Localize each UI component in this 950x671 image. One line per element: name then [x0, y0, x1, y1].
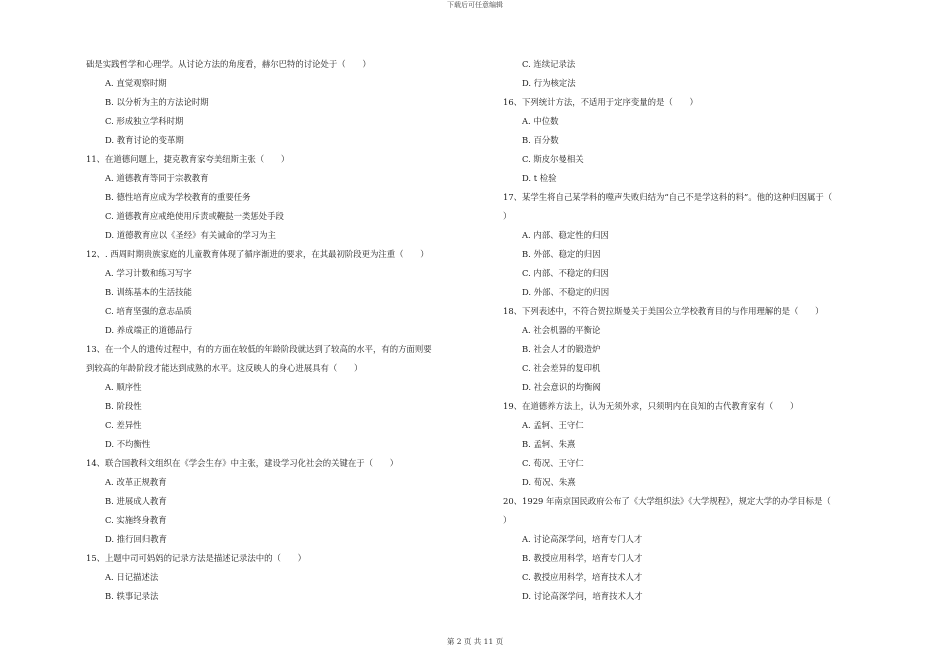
answer-option: C. 内部、不稳定的归因 [522, 268, 609, 278]
answer-option: B. 轶事记录法 [105, 591, 159, 601]
answer-option: D. 行为核定法 [522, 78, 576, 88]
question-stem: 18、下列表述中，不符合贺拉斯曼关于美国公立学校教育目的与作用理解的是（ ） [503, 306, 824, 316]
answer-option: C. 荀况、王守仁 [522, 458, 584, 468]
question-text: ） [503, 515, 512, 525]
answer-option: A. 学习计数和练习写字 [105, 268, 192, 278]
answer-option: C. 培育坚强的意志品质 [105, 306, 192, 316]
answer-option: B. 教授应用科学，培育专门人才 [522, 553, 643, 563]
answer-option: A. 孟轲、王守仁 [522, 420, 584, 430]
answer-option: D. t 检验 [522, 173, 557, 183]
answer-option: D. 外部、不稳定的归因 [522, 287, 610, 297]
question-stem: 15、上题中司可妈妈的记录方法是描述记录法中的（ ） [86, 553, 307, 563]
answer-option: C. 连续记录法 [522, 59, 576, 69]
answer-option: D. 教育讨论的变革期 [105, 135, 184, 145]
page-footer: 第 2 页 共 11 页 [446, 637, 504, 646]
answer-option: A. 直觉观察时期 [105, 78, 167, 88]
answer-option: B. 社会人才的锻造炉 [522, 344, 601, 354]
question-stem: 11、在道德问题上，捷克教育家夸美纽斯主张（ ） [86, 154, 290, 164]
answer-option: C. 斯皮尔曼相关 [522, 154, 584, 164]
answer-option: B. 德性培育应成为学校教育的重要任务 [105, 192, 251, 202]
question-stem: 12、. 西周时期贵族家庭的儿童教育体现了循序渐进的要求，在其最初阶段更为注重（ ） [86, 249, 429, 259]
answer-option: B. 进展成人教育 [105, 496, 167, 506]
question-stem: 20、1929 年南京国民政府公布了《大学组织法》《大学规程》，规定大学的办学目标是（ [503, 496, 831, 506]
answer-option: A. 顺序性 [105, 382, 142, 392]
answer-option: A. 中位数 [522, 116, 559, 126]
answer-option: A. 日记描述法 [105, 572, 159, 582]
answer-option: C. 道德教育应戒绝使用斥责或鞭挞一类惩处手段 [105, 211, 284, 221]
answer-option: D. 荀况、朱熹 [522, 477, 576, 487]
question-stem: 13、在一个人的遗传过程中，有的方面在较低的年龄阶段就达到了较高的水平，有的方面则要 [86, 344, 432, 354]
answer-option: C. 社会差异的复印机 [522, 363, 601, 373]
right-column [503, 55, 903, 606]
answer-option: D. 养成端正的道德品行 [105, 325, 193, 335]
answer-option: A. 讨论高深学问，培育专门人才 [522, 534, 643, 544]
answer-option: D. 社会意识的均衡阀 [522, 382, 601, 392]
question-text: ） [503, 211, 512, 221]
page-header: 下载后可任意编辑 [447, 1, 503, 9]
answer-option: D. 推行回归教育 [105, 534, 167, 544]
answer-option: A. 内部、稳定性的归因 [522, 230, 609, 240]
answer-option: C. 差异性 [105, 420, 142, 430]
answer-option: A. 改革正规教育 [105, 477, 167, 487]
answer-option: B. 外部、稳定的归因 [522, 249, 601, 259]
answer-option: D. 道德教育应以《圣经》有关诫命的学习为主 [105, 230, 276, 240]
question-stem: 19、在道德养方法上，认为无须外求，只须明内在良知的古代教育家有（ ） [503, 401, 799, 411]
question-text: 础是实践哲学和心理学。从讨论方法的角度看，赫尔巴特的讨论处于（ ） [86, 59, 371, 69]
question-stem: 17、某学生将自己某学科的噬声失败归结为“自己不是学这科的料”。他的这种归因属于（ [503, 192, 833, 202]
question-stem: 16、下列统计方法，不适用于定序变量的是（ ） [503, 97, 698, 107]
answer-option: A. 社会机器的平衡论 [522, 325, 601, 335]
answer-option: B. 训练基本的生活技能 [105, 287, 192, 297]
answer-option: B. 百分数 [522, 135, 559, 145]
answer-option: A. 道德教育等同于宗教教育 [105, 173, 209, 183]
question-text: 到较高的年龄阶段才能达到成熟的水平。这反映人的身心进展具有（ ） [86, 363, 363, 373]
question-stem: 14、联合国教科文组织在《学会生存》中主张，建设学习化社会的关键在于（ ） [86, 458, 399, 468]
answer-option: B. 孟轲、朱熹 [522, 439, 576, 449]
answer-option: D. 讨论高深学问，培育技术人才 [522, 591, 643, 601]
answer-option: C. 教授应用科学，培育技术人才 [522, 572, 643, 582]
answer-option: B. 以分析为主的方法论时期 [105, 97, 209, 107]
left-column [86, 55, 486, 606]
answer-option: C. 实施终身教育 [105, 515, 167, 525]
answer-option: D. 不均衡性 [105, 439, 151, 449]
answer-option: B. 阶段性 [105, 401, 142, 411]
answer-option: C. 形成独立学科时期 [105, 116, 184, 126]
